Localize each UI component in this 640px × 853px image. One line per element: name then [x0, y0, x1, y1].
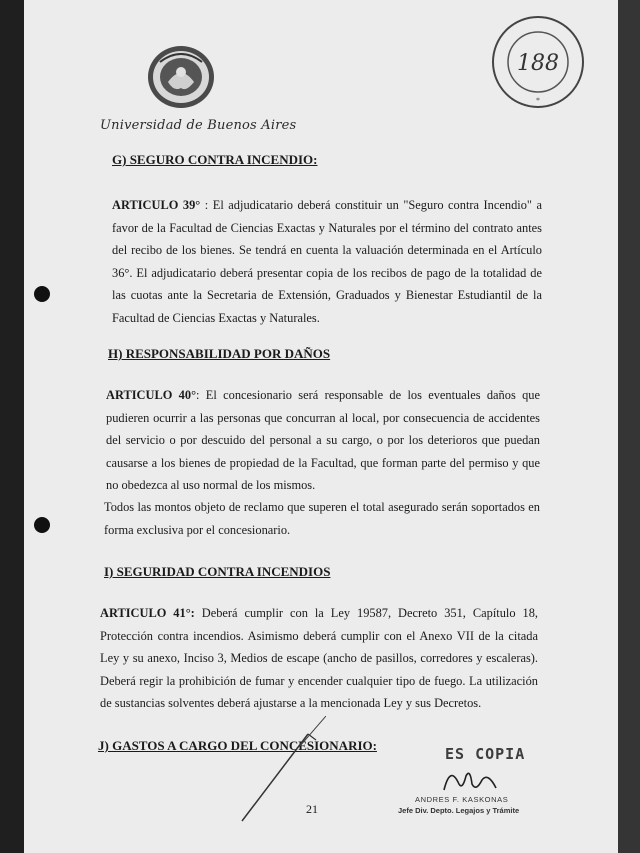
stamp-number: 188 [517, 51, 559, 76]
article-text: : El concesionario será responsable de los eventuales daños que pudieren ocurrir a las personas que concurran al local, por consecuencia de accidentes del servicio o por descuido del personal a su cargo, o por los deterioros que puedan causarse a los bienes de propiedad de la Facultad, que forman parte del permiso y que no obedezca al uso normal de los mismos. [106, 388, 540, 493]
punch-hole-icon [34, 286, 50, 302]
section-heading: G) SEGURO CONTRA INCENDIO: [112, 152, 318, 167]
scan-right-edge [618, 0, 640, 853]
punch-hole-icon [34, 517, 50, 533]
section-heading: J) GASTOS A CARGO DEL CONCESIONARIO: [98, 738, 377, 753]
signer-role: Jefe Div. Depto. Legajos y Trámite [398, 806, 520, 815]
signature-icon [440, 762, 500, 796]
article-paragraph [106, 384, 540, 497]
signer-name: ANDRES F. KASKONAS [415, 795, 509, 804]
article-text: : El adjudicatario deberá constituir un "Seguro contra Incendio" a favor de la Facultad de Ciencias Exactas y Naturales por el término del contrato antes del recibo de los bienes. Se tendrá en cuenta la valuación determinada en el Artículo 36°. El adjudicatario deberá presentar copia de los recibos de pago de la totalidad de las cuotas ante la Secretaria de Extensión, Graduados y Bienestar Estudiantil de la Facultad de Ciencias Exactas y Naturales. [112, 198, 542, 325]
section-heading: H) RESPONSABILIDAD POR DAÑOS [108, 346, 331, 361]
article-label: ARTICULO 40° [106, 388, 197, 402]
page-number: 21 [306, 802, 318, 816]
folio-stamp-icon [490, 14, 586, 110]
scan-left-edge [0, 0, 24, 853]
university-seal-icon [146, 42, 216, 112]
svg-text:*: * [536, 96, 540, 105]
article-label: ARTICULO 39° [112, 198, 201, 212]
article-paragraph [112, 194, 542, 330]
article-text: Deberá cumplir con la Ley 19587, Decreto 351, Capítulo 18, Protección contra incendios. Asimismo deberá cumplir con el Anexo VII de la citada Ley y su anexo, Inciso 3, Medios de escape (ancho de pasillos, corredores y escaleras). Deberá regir la prohibición de fumar y encender cualquier tipo de fuego. La utilización de sustancias solventes deberá ajustarse a la mencionada Ley y sus Decretos. [100, 606, 539, 711]
article-paragraph-continuation: Todos las montos objeto de reclamo que superen el total asegurado serán soportados en forma exclusiva por el concesionario. [104, 500, 540, 537]
article-label: ARTICULO 41°: [100, 606, 195, 620]
copy-stamp: ES COPIA [445, 745, 526, 763]
article-paragraph [100, 602, 538, 715]
university-name: Universidad de Buenos Aires [100, 118, 297, 133]
section-heading: I) SEGURIDAD CONTRA INCENDIOS [104, 564, 331, 579]
